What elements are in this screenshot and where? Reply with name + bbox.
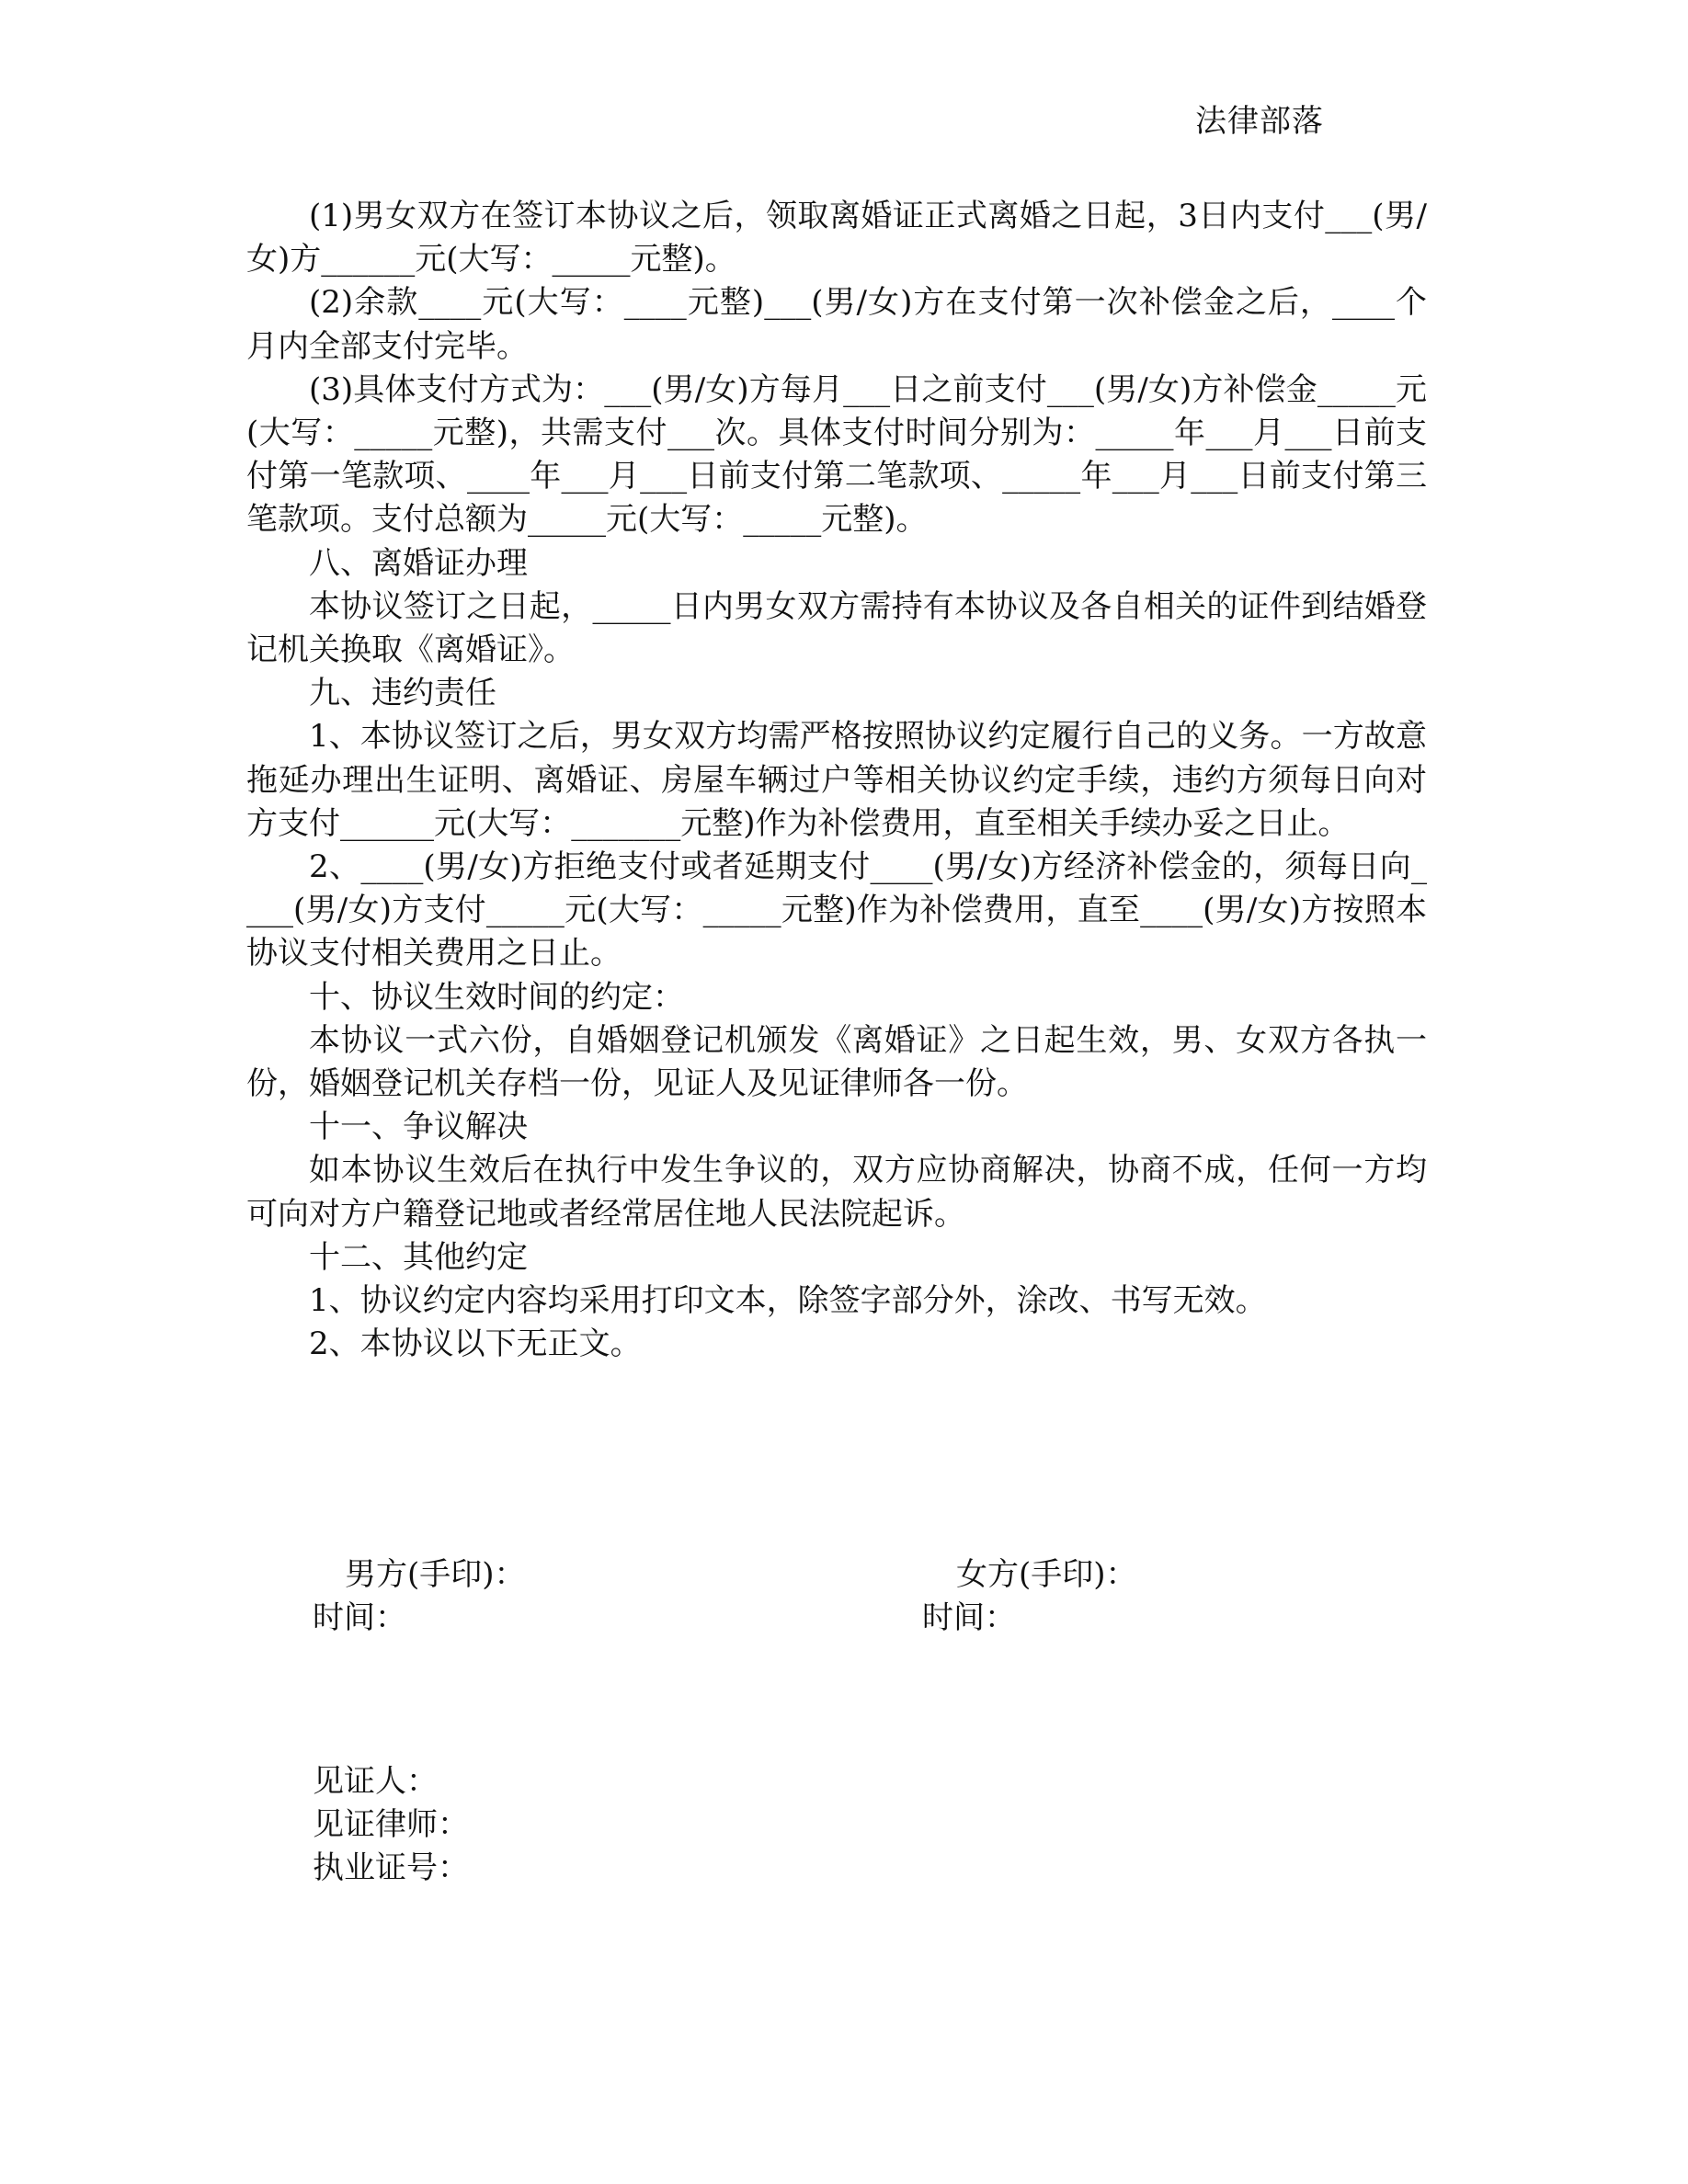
female-signature-time: 时间： — [922, 1599, 1016, 1636]
header-brand: 法律部落 — [1195, 103, 1324, 140]
section-heading-9: 九、违约责任 — [309, 675, 496, 712]
male-signature-label: 男方(手印)： — [345, 1556, 526, 1593]
payment-clause-3: (3)具体支付方式为：___(男/女)方每月___日之前支付___(男/女)方补偿金_____元(大写：_____元整)，共需支付___次。具体支付时间分别为：_____年___月___日前支付第一笔款项、____年___月___日前支付第二笔款项、_____年___月___日前支付第三笔款项。支付总额为_____元(大写：_____元整)。 — [246, 370, 1427, 539]
male-signature-time: 时间： — [313, 1599, 406, 1636]
document-body — [246, 195, 1427, 1366]
other-clause-1: 1、协议约定内容均采用打印文本，除签字部分外，涂改、书写无效。 — [309, 1282, 1267, 1320]
section-10-text: 本协议一式六份，自婚姻登记机颁发《离婚证》之日起生效，男、女双方各执一份，婚姻登记机关存档一份，见证人及见证律师各一份。 — [246, 1021, 1427, 1103]
license-number-label: 执业证号： — [313, 1849, 469, 1886]
payment-clause-1: (1)男女双方在签订本协议之后，领取离婚证正式离婚之日起，3日内支付___(男/女)方______元(大写：_____元整)。 — [246, 198, 1427, 279]
section-11-text: 如本协议生效后在执行中发生争议的，双方应协商解决，协商不成，任何一方均可向对方户籍登记地或者经常居住地人民法院起诉。 — [246, 1152, 1427, 1233]
other-clause-2: 2、本协议以下无正文。 — [309, 1325, 642, 1363]
section-heading-11: 十一、争议解决 — [309, 1109, 528, 1146]
section-heading-10: 十、协议生效时间的约定： — [309, 978, 684, 1016]
section-heading-8: 八、离婚证办理 — [309, 544, 528, 582]
section-heading-12: 十二、其他约定 — [309, 1238, 528, 1276]
payment-clause-2: (2)余款____元(大写：____元整)___(男/女)方在支付第一次补偿金之后，____个月内全部支付完毕。 — [246, 284, 1427, 365]
witness-lawyer-label: 见证律师： — [313, 1806, 469, 1843]
witness-block — [313, 1760, 469, 1890]
breach-clause-1: 1、本协议签订之后，男女双方均需严格按照协议约定履行自己的义务。一方故意拖延办理出生证明、离婚证、房屋车辆过户等相关协议约定手续，违约方须每日向对方支付______元(大写：_______元整)作为补偿费用，直至相关手续办妥之日止。 — [246, 718, 1427, 842]
section-8-text: 本协议签订之日起，_____日内男女双方需持有本协议及各自相关的证件到结婚登记机关换取《离婚证》。 — [246, 587, 1427, 669]
witness-label: 见证人： — [313, 1763, 438, 1800]
female-signature-label: 女方(手印)： — [956, 1556, 1137, 1593]
breach-clause-2: 2、____(男/女)方拒绝支付或者延期支付____(男/女)方经济补偿金的，须每日向____(男/女)方支付_____元(大写：_____元整)作为补偿费用，直至____(男/女)方按照本协议支付相关费用之日止。 — [246, 848, 1427, 973]
